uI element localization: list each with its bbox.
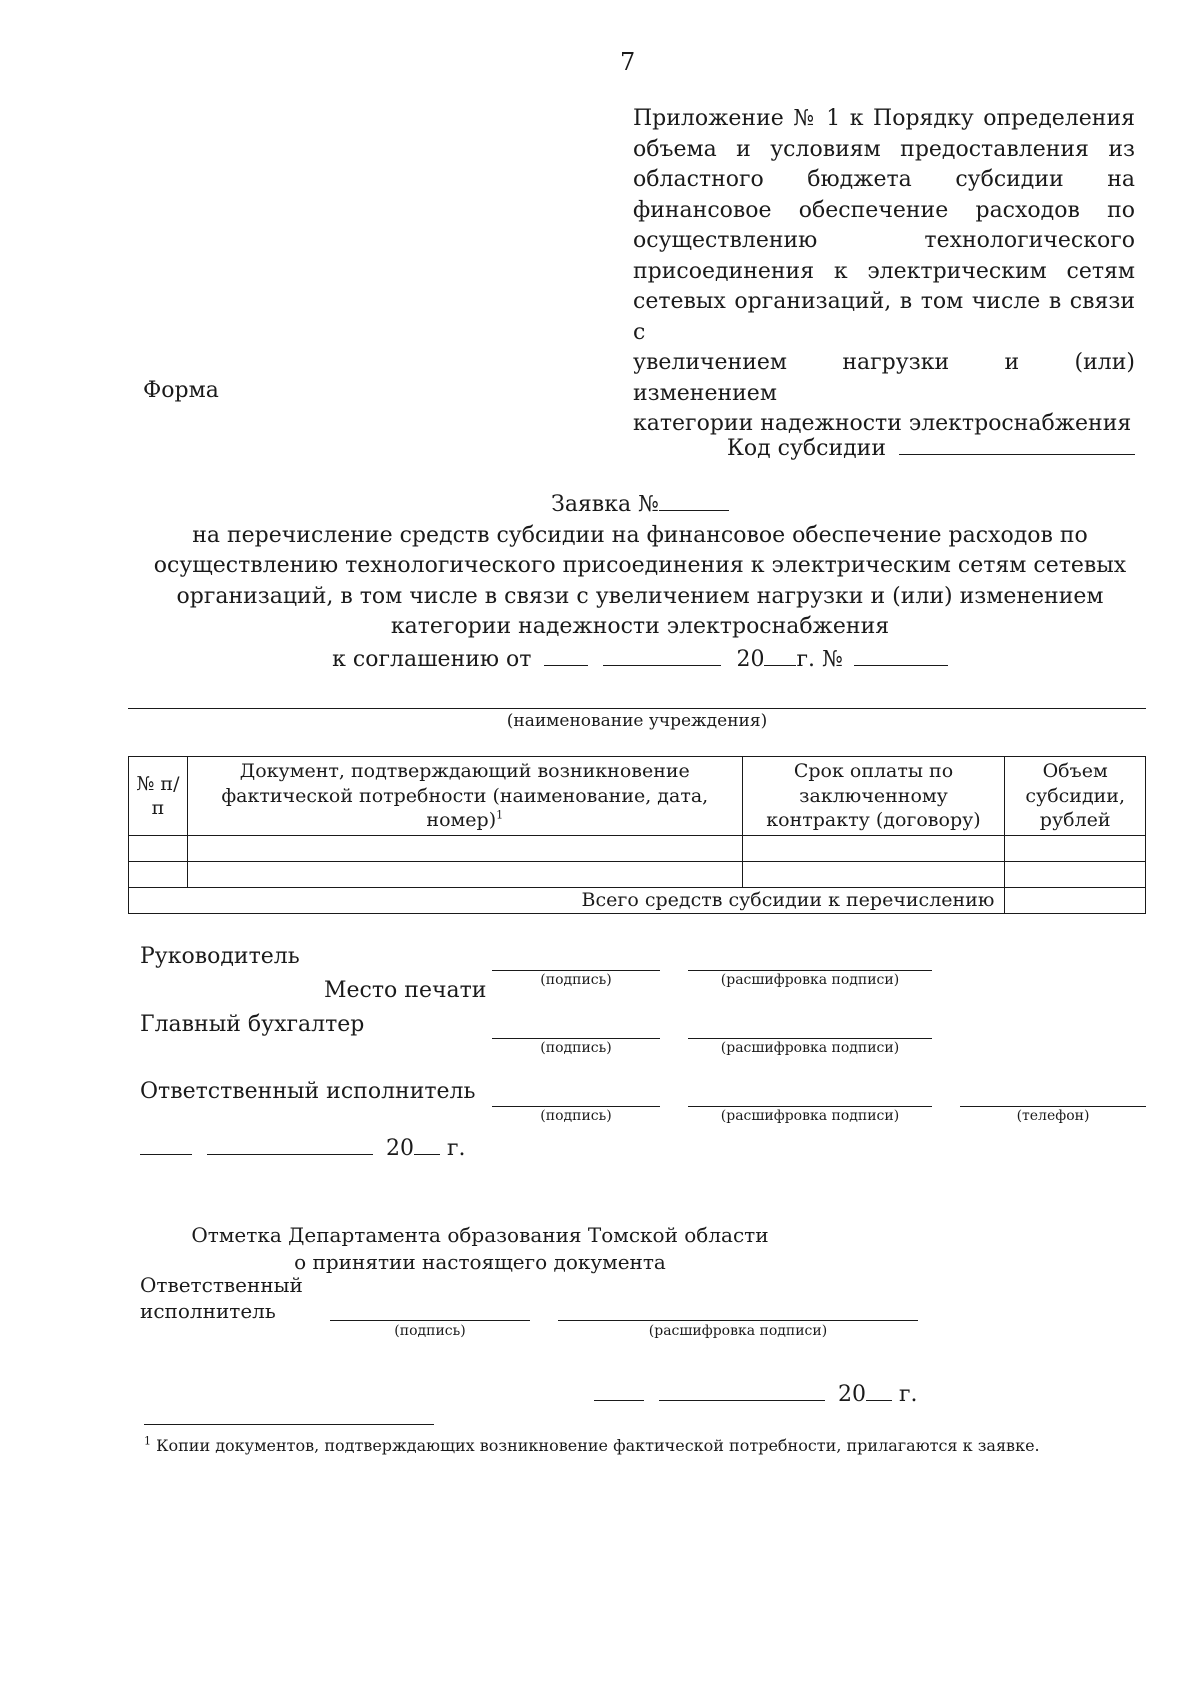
table-row — [129, 836, 1146, 862]
application-subtitle-line: осуществлению технологического присоединения к электрическим сетям сетевых — [153, 553, 1127, 578]
subsidy-code-field[interactable] — [899, 432, 1135, 455]
date-year-suffix: г. — [447, 1136, 466, 1161]
footnote-ref: 1 — [496, 808, 504, 822]
executor-signature-line[interactable] — [492, 1106, 660, 1107]
accountant-signature-caption: (подпись) — [540, 1040, 612, 1056]
executor-decoding-caption: (расшифровка подписи) — [720, 1108, 900, 1124]
department-mark — [140, 1222, 820, 1276]
table-cell[interactable] — [187, 862, 742, 888]
appendix-line: Приложение № 1 к Порядку определения — [633, 106, 1135, 131]
subsidy-code-label: Код субсидии — [726, 436, 886, 461]
department-mark-line: о принятии настоящего документа — [294, 1250, 666, 1274]
executor-signature-caption: (подпись) — [540, 1108, 612, 1124]
application-title-block — [130, 488, 1150, 675]
table-cell[interactable] — [1005, 836, 1146, 862]
application-title — [130, 488, 1150, 521]
agreement-year: 20 — [736, 646, 765, 672]
application-subtitle-line: категории надежности электроснабжения — [390, 614, 890, 639]
appendix-line: финансовое обеспечение расходов по — [633, 197, 1135, 223]
department-date-year: 20 — [838, 1382, 866, 1407]
accountant-decoding-caption: (расшифровка подписи) — [720, 1040, 900, 1056]
date-line — [140, 1132, 466, 1161]
department-date-year-suffix: г. — [899, 1382, 918, 1407]
date-month-field[interactable] — [207, 1132, 373, 1155]
department-date-year-field[interactable] — [866, 1378, 892, 1401]
documents-table — [128, 756, 1146, 914]
table-cell[interactable] — [742, 836, 1005, 862]
application-subtitle-line: организаций, в том числе в связи с увеличением нагрузки и (или) изменением — [176, 583, 1104, 609]
agreement-day-field[interactable] — [544, 643, 588, 666]
application-title-text: Заявка № — [551, 492, 659, 517]
head-decoding-line[interactable] — [688, 970, 932, 971]
footnote-mark: 1 — [144, 1434, 151, 1448]
department-date-line — [594, 1378, 918, 1407]
footnote — [144, 1436, 1040, 1455]
department-decoding-line[interactable] — [558, 1320, 918, 1321]
accountant-decoding-line[interactable] — [688, 1038, 932, 1039]
appendix-reference — [633, 104, 1135, 440]
page-number: 7 — [620, 48, 636, 76]
stamp-label: Место печати — [324, 978, 487, 1003]
agreement-line — [130, 643, 1150, 676]
table-header-row — [129, 757, 1146, 836]
form-label: Форма — [143, 378, 219, 403]
department-date-month-field[interactable] — [659, 1378, 825, 1401]
table-cell[interactable] — [187, 836, 742, 862]
appendix-line: областного бюджета субсидии на — [633, 167, 1135, 192]
department-signature-caption: (подпись) — [394, 1323, 466, 1339]
header-document-text: Документ, подтверждающий возникновение фактической потребности (наименование, дата, номер) — [221, 760, 709, 832]
department-signature-line[interactable] — [330, 1320, 530, 1321]
appendix-line: присоединения к электрическим сетям — [633, 258, 1135, 284]
department-executor-line: Ответственный — [140, 1273, 303, 1297]
appendix-line: объема и условиям предоставления из — [633, 136, 1135, 162]
agreement-year-field[interactable] — [764, 643, 796, 666]
table-cell[interactable] — [1005, 862, 1146, 888]
header-payment-term: Срок оплаты по заключенному контракту (договору) — [742, 757, 1005, 836]
table-cell[interactable] — [129, 836, 188, 862]
footnote-separator — [144, 1424, 434, 1425]
department-executor-label — [140, 1272, 303, 1324]
date-year: 20 — [386, 1136, 414, 1161]
table-cell[interactable] — [129, 862, 188, 888]
header-document — [187, 757, 742, 836]
department-executor-line: исполнитель — [140, 1299, 276, 1323]
appendix-line: осуществлению технологического — [633, 228, 1135, 253]
institution-name-line[interactable] — [128, 708, 1146, 709]
executor-label: Ответственный исполнитель — [140, 1079, 476, 1104]
table-cell[interactable] — [742, 862, 1005, 888]
head-signature-caption: (подпись) — [540, 972, 612, 988]
appendix-line: увеличением нагрузки и (или) изменением — [633, 350, 1135, 406]
total-label: Всего средств субсидии к перечислению — [129, 888, 1005, 914]
agreement-prefix: к соглашению от — [332, 646, 532, 672]
footnote-text: Копии документов, подтверждающих возникновение фактической потребности, прилагаются к заявке. — [156, 1436, 1040, 1455]
table-row — [129, 862, 1146, 888]
header-num: № п/п — [129, 757, 188, 836]
date-year-field[interactable] — [414, 1132, 440, 1155]
chief-accountant-label: Главный бухгалтер — [140, 1012, 365, 1037]
date-day-field[interactable] — [140, 1132, 192, 1155]
total-value-cell[interactable] — [1005, 888, 1146, 914]
executor-decoding-line[interactable] — [688, 1106, 932, 1107]
head-decoding-caption: (расшифровка подписи) — [720, 972, 900, 988]
department-decoding-caption: (расшифровка подписи) — [648, 1323, 828, 1339]
application-number-field[interactable] — [659, 488, 729, 511]
agreement-year-suffix: г. № — [796, 646, 843, 672]
header-volume: Объем субсидии, рублей — [1005, 757, 1146, 836]
application-subtitle-line: на перечисление средств субсидии на финансовое обеспечение расходов по — [192, 522, 1088, 548]
head-label: Руководитель — [140, 944, 300, 969]
appendix-line: сетевых организаций, в том числе в связи с — [633, 289, 1135, 345]
appendix-line: категории надежности электроснабжения — [633, 411, 1132, 436]
head-signature-line[interactable] — [492, 970, 660, 971]
executor-phone-line[interactable] — [960, 1106, 1146, 1107]
accountant-signature-line[interactable] — [492, 1038, 660, 1039]
agreement-number-field[interactable] — [854, 643, 948, 666]
table-total-row — [129, 888, 1146, 914]
department-date-day-field[interactable] — [594, 1378, 644, 1401]
subsidy-code — [727, 432, 1135, 461]
department-mark-line: Отметка Департамента образования Томской области — [191, 1223, 769, 1247]
executor-phone-caption: (телефон) — [1016, 1108, 1090, 1124]
institution-caption: (наименование учреждения) — [506, 711, 768, 731]
agreement-month-field[interactable] — [603, 643, 721, 666]
